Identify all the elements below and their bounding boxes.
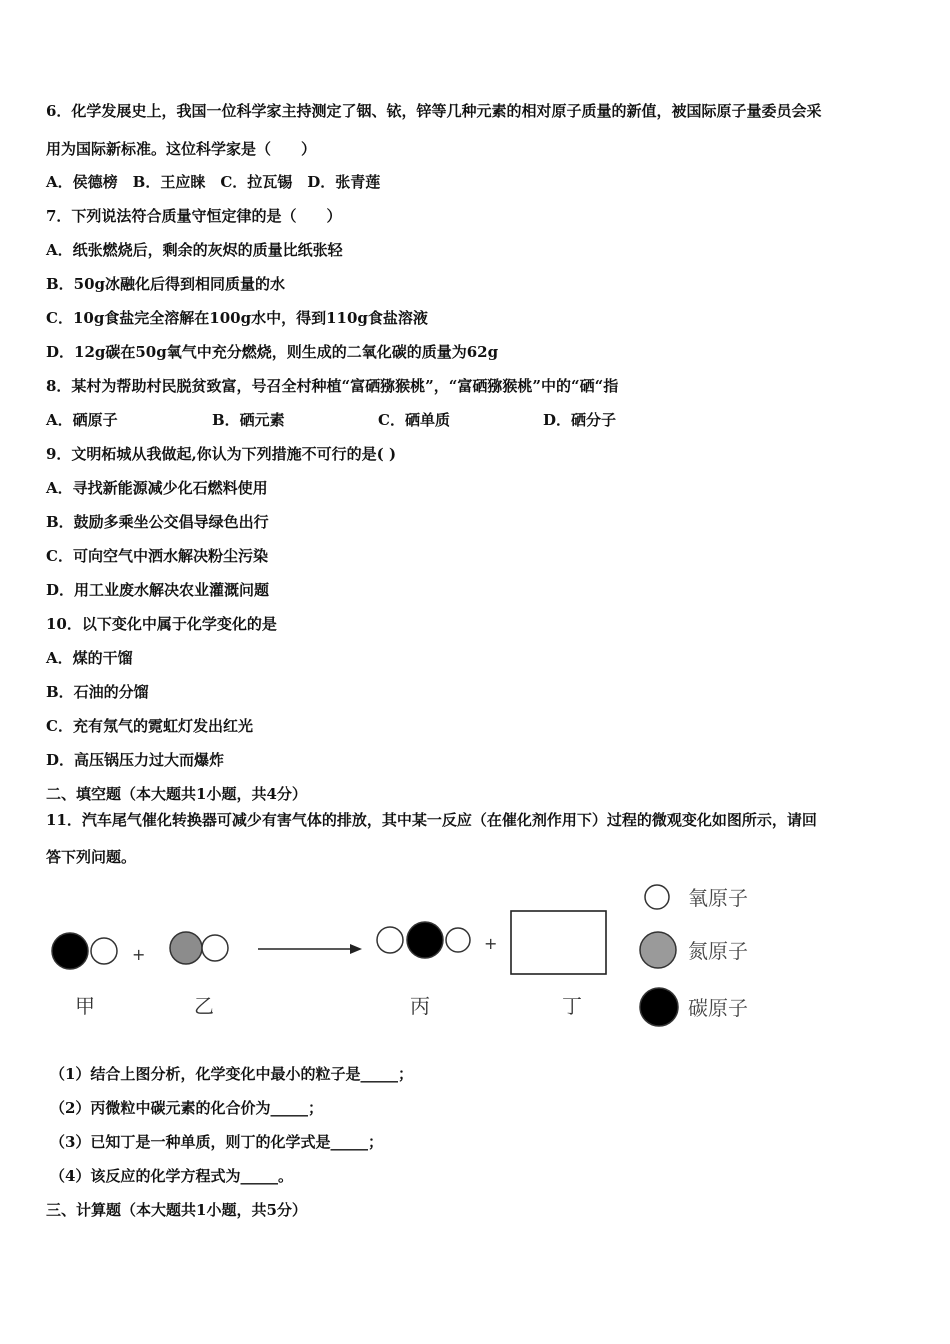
q8-option-d: D．硒分子: [543, 411, 617, 429]
q7-option-a: A．纸张燃烧后，剩余的灰烬的质量比纸张轻: [46, 241, 343, 259]
q11-sub-2: （2）丙微粒中碳元素的化合价为_____；: [50, 1099, 323, 1117]
q8-option-b: B．硒元素: [212, 411, 285, 429]
label-ding: 丁: [562, 994, 582, 1018]
q10-option-a: A．煤的干馏: [46, 649, 133, 667]
q10-option-b: B．石油的分馏: [46, 683, 149, 701]
legend-nitrogen-icon: [640, 932, 676, 968]
q11-stem-line1: 11．汽车尾气催化转换器可减少有害气体的排放，其中某一反应（在催化剂作用下）过程的微观变化如图所示，请回: [46, 811, 817, 829]
q9-option-a: A．寻找新能源减少化石燃料使用: [46, 479, 268, 497]
q10-stem: 10．以下变化中属于化学变化的是: [46, 615, 277, 633]
q9-option-c: C．可向空气中洒水解决粉尘污染: [46, 547, 268, 565]
label-jia: 甲: [75, 994, 95, 1018]
q6-stem-line1: 6．化学发展史上，我国一位科学家主持测定了铟、铱，锌等几种元素的相对原子质量的新值，被国际原子量委员会采: [46, 102, 822, 120]
q10-option-d: D．高压锅压力过大而爆炸: [46, 751, 225, 769]
molecule-jia: [52, 933, 117, 969]
q7-option-d: D．12g碳在50g氧气中充分燃烧，则生成的二氧化碳的质量为62g: [46, 343, 499, 361]
molecule-bing: [377, 922, 470, 958]
molecule-yi: [170, 932, 228, 964]
q10-option-c: C．充有氖气的霓虹灯发出红光: [46, 717, 253, 735]
oxygen-atom: [202, 935, 228, 961]
reaction-diagram: [0, 870, 950, 1040]
legend: [640, 885, 748, 1026]
q7-option-c: C．10g食盐完全溶解在100g水中，得到110g食盐溶液: [46, 309, 428, 327]
carbon-atom: [407, 922, 443, 958]
q11-sub-4: （4）该反应的化学方程式为_____。: [50, 1167, 293, 1185]
product-ding-box: [511, 911, 606, 974]
nitrogen-atom: [170, 932, 202, 964]
section-heading-calculation: 三、计算题（本大题共1小题，共5分）: [46, 1201, 307, 1219]
q9-option-d: D．用工业废水解决农业灌溉问题: [46, 581, 270, 599]
q8-option-c: C．硒单质: [378, 411, 450, 429]
section-heading-fill-in: 二、填空题（本大题共1小题，共4分）: [46, 785, 307, 803]
label-yi: 乙: [194, 994, 214, 1018]
q6-stem-line2: 用为国际新标准。这位科学家是（ ）: [46, 140, 317, 158]
q8-stem: 8．某村为帮助村民脱贫致富，号召全村种植“富硒猕猴桃”，“富硒猕猴桃”中的“硒“指: [46, 377, 619, 395]
plus-sign-1: +: [132, 945, 146, 964]
label-bing: 丙: [410, 994, 430, 1018]
legend-carbon-label: 碳原子: [688, 996, 748, 1020]
oxygen-atom: [377, 927, 403, 953]
legend-oxygen-label: 氧原子: [688, 886, 748, 910]
q11-stem-line2: 答下列问题。: [46, 848, 137, 866]
oxygen-atom: [446, 928, 470, 952]
q11-sub-3: （3）已知丁是一种单质，则丁的化学式是_____；: [50, 1133, 383, 1151]
q9-option-b: B．鼓励多乘坐公交倡导绿色出行: [46, 513, 269, 531]
reaction-arrow-icon: [258, 944, 362, 954]
legend-oxygen-icon: [645, 885, 669, 909]
oxygen-atom: [91, 938, 117, 964]
legend-carbon-icon: [640, 988, 678, 1026]
q9-stem: 9．文明柘城从我做起,你认为下列措施不可行的是( ): [46, 445, 397, 463]
carbon-atom: [52, 933, 88, 969]
plus-sign-2: +: [484, 934, 498, 953]
q6-options: A．侯德榜 B．王应睐 C．拉瓦锡 D．张青莲: [46, 173, 381, 191]
q11-sub-1: （1）结合上图分析，化学变化中最小的粒子是_____；: [50, 1065, 413, 1083]
q7-stem: 7．下列说法符合质量守恒定律的是（ ）: [46, 207, 342, 225]
legend-nitrogen-label: 氮原子: [688, 939, 748, 963]
q8-option-a: A．硒原子: [46, 411, 118, 429]
q7-option-b: B．50g冰融化后得到相同质量的水: [46, 275, 286, 293]
